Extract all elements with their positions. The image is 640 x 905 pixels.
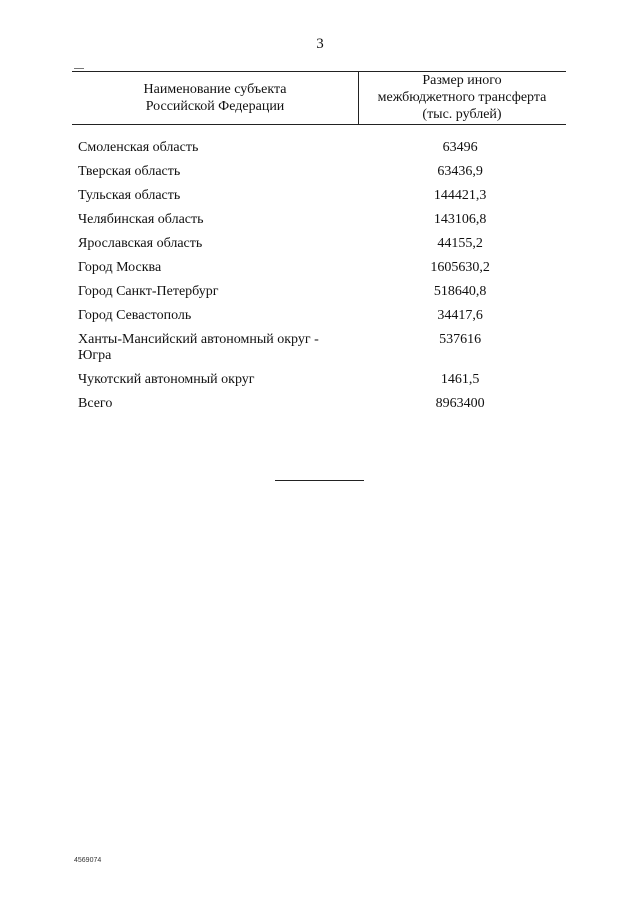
table-row-total bbox=[78, 396, 558, 412]
region-name: Город Москва bbox=[78, 260, 162, 275]
transfer-amount: 1461,5 bbox=[440, 372, 480, 387]
region-name: Чукотский автономный округ bbox=[78, 372, 255, 387]
transfer-amount: 537616 bbox=[439, 332, 482, 347]
column-header-amount-line3: (тыс. рублей) bbox=[422, 107, 502, 122]
total-amount: 8963400 bbox=[435, 396, 485, 411]
region-name: Тульская область bbox=[78, 188, 181, 203]
column-header-region bbox=[90, 81, 340, 115]
transfer-amount: 44155,2 bbox=[437, 236, 483, 251]
transfer-amount: 144421,3 bbox=[433, 188, 487, 203]
transfer-amount: 143106,8 bbox=[433, 212, 487, 227]
column-header-amount-line2: межбюджетного трансферта bbox=[377, 90, 547, 105]
table-row bbox=[78, 140, 558, 156]
table-header-bottom-rule bbox=[72, 124, 566, 125]
table-row bbox=[78, 260, 558, 276]
transfer-amount: 34417,6 bbox=[437, 308, 483, 323]
column-header-amount bbox=[362, 72, 562, 123]
page-number: 3 bbox=[316, 36, 324, 52]
table-body bbox=[78, 140, 558, 420]
table-row bbox=[78, 164, 558, 180]
header-rule-stub bbox=[74, 68, 84, 69]
table-row bbox=[78, 212, 558, 228]
table-header-divider bbox=[358, 71, 359, 124]
transfer-amount: 63436,9 bbox=[437, 164, 483, 179]
column-header-amount-line1: Размер иного bbox=[422, 73, 502, 88]
region-name: Ярославская область bbox=[78, 236, 203, 251]
region-name: Тверская область bbox=[78, 164, 181, 179]
document-code: 4569074 bbox=[74, 857, 102, 864]
table-row bbox=[78, 308, 558, 324]
region-name: Смоленская область bbox=[78, 140, 199, 155]
transfer-amount: 518640,8 bbox=[433, 284, 487, 299]
total-label: Всего bbox=[78, 396, 113, 411]
region-name: Город Севастополь bbox=[78, 308, 192, 323]
transfer-amount: 1605630,2 bbox=[430, 260, 490, 275]
column-header-region-line2: Российской Федерации bbox=[145, 99, 285, 114]
table-row bbox=[78, 236, 558, 252]
table-row bbox=[78, 372, 558, 388]
table-row bbox=[78, 332, 558, 364]
transfer-amount: 63496 bbox=[442, 140, 478, 155]
region-name: Ханты-Мансийский автономный округ - Югра bbox=[78, 332, 319, 363]
end-of-table-rule bbox=[275, 480, 364, 481]
region-name: Челябинская область bbox=[78, 212, 204, 227]
column-header-region-line1: Наименование субъекта bbox=[143, 82, 287, 97]
table-row bbox=[78, 188, 558, 204]
table-row bbox=[78, 284, 558, 300]
region-name: Город Санкт-Петербург bbox=[78, 284, 219, 299]
